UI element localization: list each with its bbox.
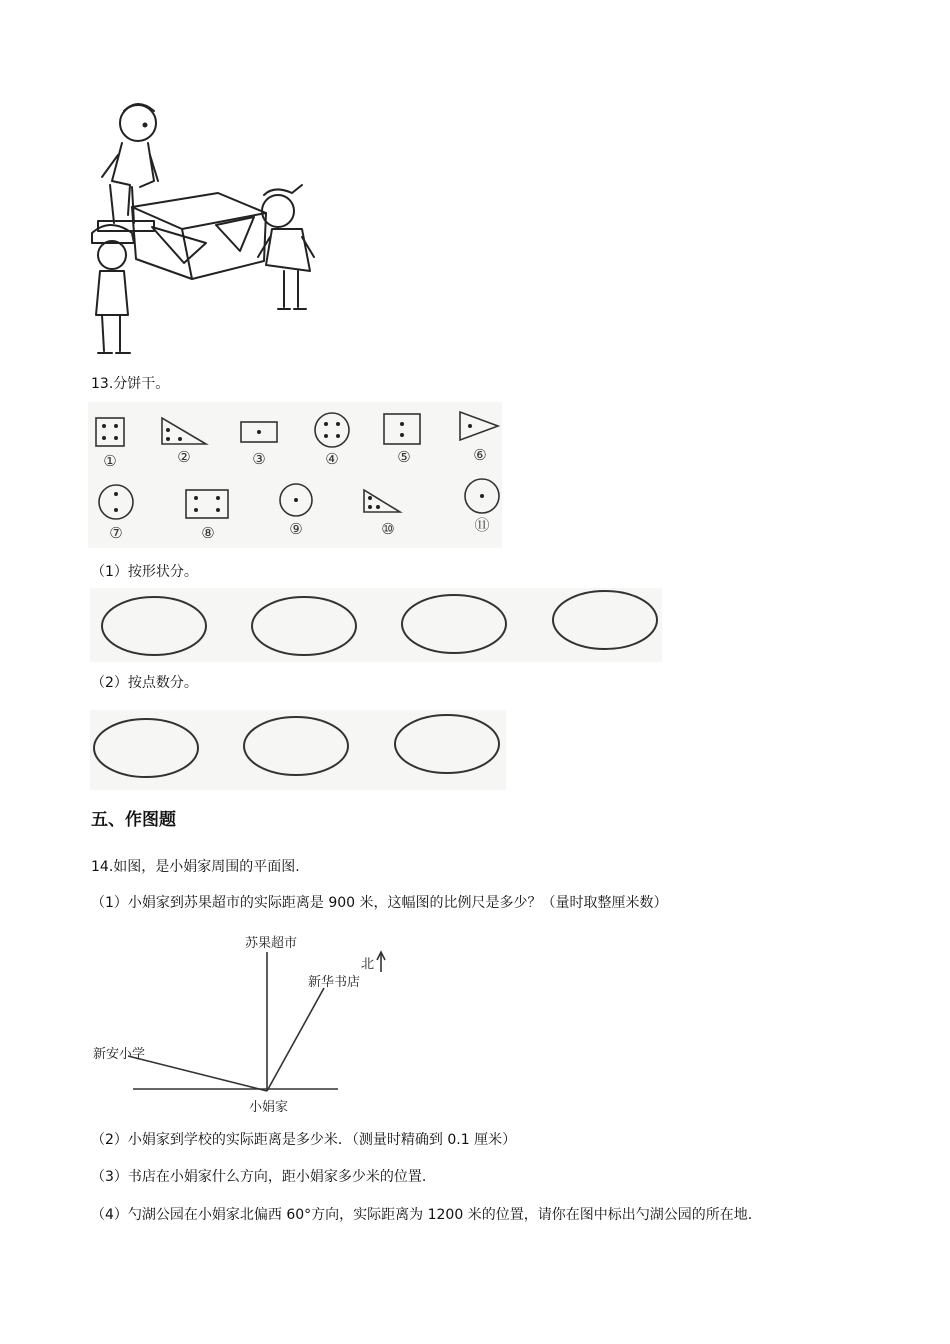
biscuit-6-triangle bbox=[460, 412, 498, 440]
question-14-part-4: （4）勺湖公园在小娟家北偏西 60°方向，实际距离为 1200 米的位置，请你在图中标出勺湖公园的所在地. bbox=[91, 1207, 753, 1223]
biscuit-label-6: ⑥ bbox=[473, 446, 487, 464]
sort-oval-2 bbox=[252, 597, 356, 655]
label-supermarket: 苏果超市 bbox=[245, 936, 298, 951]
shape-sort-ovals bbox=[90, 588, 662, 662]
biscuit-8-rectangle bbox=[186, 490, 228, 518]
question-13-part-2: （2）按点数分。 bbox=[91, 675, 198, 691]
line-to-bookstore bbox=[267, 988, 324, 1091]
biscuits-svg bbox=[88, 402, 502, 548]
dot-count-ovals bbox=[90, 710, 506, 790]
sort-oval-4 bbox=[553, 591, 657, 649]
question-13-part-1: （1）按形状分。 bbox=[91, 564, 198, 580]
question-14-part-2: （2）小娟家到学校的实际距离是多少米．（测量时精确到 0.1 厘米） bbox=[91, 1132, 517, 1148]
biscuit-label-11: ⑪ bbox=[474, 516, 490, 534]
count-oval-3 bbox=[395, 715, 499, 773]
section-5-heading: 五、作图题 bbox=[91, 810, 176, 830]
biscuit-7-circle bbox=[99, 485, 133, 519]
biscuit-label-4: ④ bbox=[325, 450, 339, 468]
question-14-part-3: （3）书店在小娟家什么方向，距小娟家多少米的位置. bbox=[91, 1169, 427, 1185]
biscuit-label-7: ⑦ bbox=[109, 524, 123, 542]
label-home: 小娟家 bbox=[249, 1100, 289, 1115]
sort-oval-3 bbox=[402, 595, 506, 653]
biscuit-label-3: ③ bbox=[252, 450, 266, 468]
biscuit-label-5: ⑤ bbox=[397, 448, 411, 466]
biscuit-label-1: ① bbox=[103, 452, 117, 470]
biscuit-label-10: ⑩ bbox=[381, 520, 395, 538]
label-school: 新安小学 bbox=[93, 1047, 146, 1062]
sort-oval-1 bbox=[102, 597, 206, 655]
biscuit-label-2: ② bbox=[177, 448, 191, 466]
question-14-title: 14.如图，是小娟家周围的平面图. bbox=[91, 859, 300, 875]
biscuits-figure bbox=[88, 402, 502, 548]
biscuit-1-square bbox=[96, 418, 124, 446]
biscuit-4-circle bbox=[315, 413, 349, 447]
map-figure bbox=[88, 928, 398, 1118]
biscuit-label-9: ⑨ bbox=[289, 520, 303, 538]
line-to-school bbox=[128, 1056, 267, 1091]
question-14-part-1: （1）小娟家到苏果超市的实际距离是 900 米，这幅图的比例尺是多少？（量时取整厘米数） bbox=[91, 895, 668, 911]
question-13-title: 13.分饼干。 bbox=[91, 376, 170, 392]
count-oval-1 bbox=[94, 719, 198, 777]
biscuit-label-8: ⑧ bbox=[201, 524, 215, 542]
children-box-illustration bbox=[88, 95, 328, 357]
count-oval-2 bbox=[244, 717, 348, 775]
label-north: 北 bbox=[361, 957, 375, 972]
label-bookstore: 新华书店 bbox=[308, 975, 361, 990]
biscuit-5-rectangle bbox=[384, 414, 420, 444]
